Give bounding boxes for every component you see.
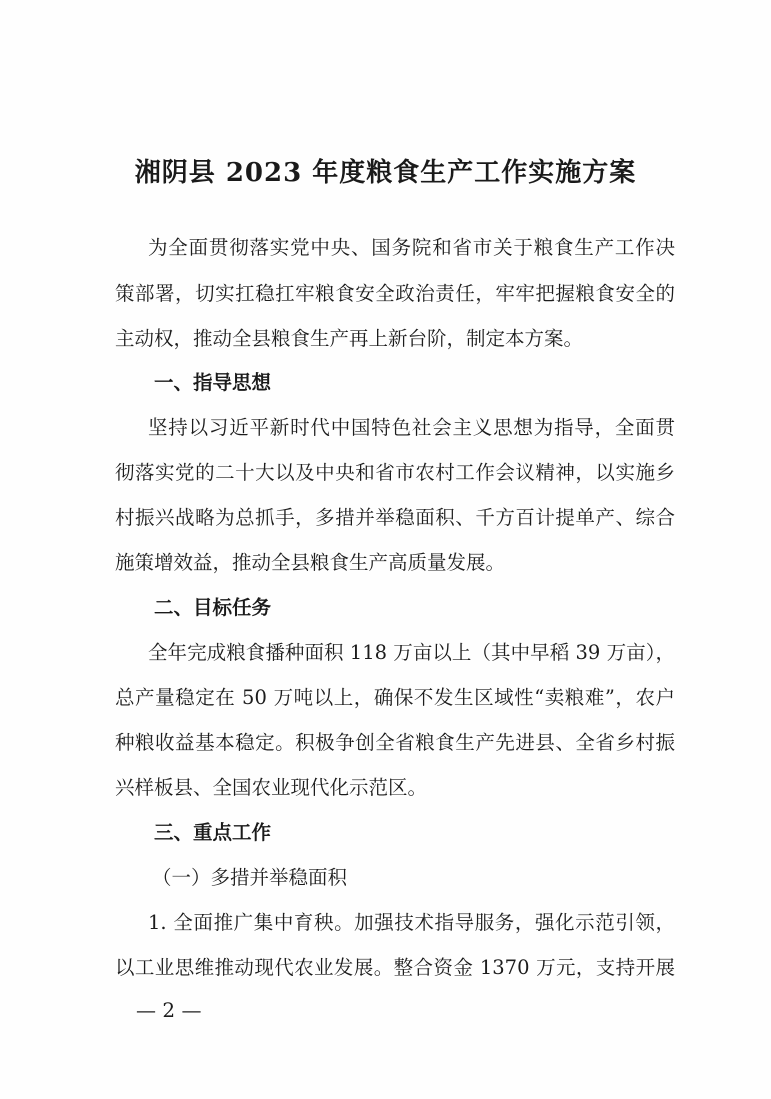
section2-line: 全年完成粮食播种面积 118 万亩以上（其中早稻 39 万亩）， — [148, 641, 675, 664]
section1-line: 彻落实党的二十大以及中央和省市农村工作会议精神，以实施乡 — [115, 461, 675, 484]
intro-line: 为全面贯彻落实党中央、国务院和省市关于粮食生产工作决 — [148, 236, 675, 259]
section-heading-key-work: 三、重点工作 — [154, 821, 272, 844]
section1-line: 村振兴战略为总抓手，多措并举稳面积、千方百计提单产、综合 — [115, 506, 675, 529]
section-heading-guiding-thought: 一、指导思想 — [154, 371, 272, 394]
section3-line: 以工业思维推动现代农业发展。整合资金 1370 万元，支持开展 — [115, 956, 675, 979]
intro-line: 主动权，推动全县粮食生产再上新台阶，制定本方案。 — [115, 327, 584, 350]
section1-line: 坚持以习近平新时代中国特色社会主义思想为指导，全面贯 — [148, 416, 675, 439]
section2-line: 总产量稳定在 50 万吨以上，确保不发生区域性“卖粮难”，农户 — [115, 686, 675, 709]
intro-line: 策部署，切实扛稳扛牢粮食安全政治责任，牢牢把握粮食安全的 — [115, 282, 675, 305]
section2-line: 种粮收益基本稳定。积极争创全省粮食生产先进县、全省乡村振 — [115, 731, 675, 754]
section-heading-targets: 二、目标任务 — [154, 596, 272, 619]
document-title: 湘阴县 2023 年度粮食生产工作实施方案 — [134, 158, 637, 188]
section2-line: 兴样板县、全国农业现代化示范区。 — [115, 776, 428, 799]
page-number: — 2 — — [136, 998, 202, 1022]
section3-line: 1. 全面推广集中育秧。加强技术指导服务，强化示范引领， — [148, 911, 675, 934]
subsection-heading: （一）多措并举稳面积 — [152, 866, 348, 889]
section1-line: 施策增效益，推动全县粮食生产高质量发展。 — [115, 551, 506, 574]
